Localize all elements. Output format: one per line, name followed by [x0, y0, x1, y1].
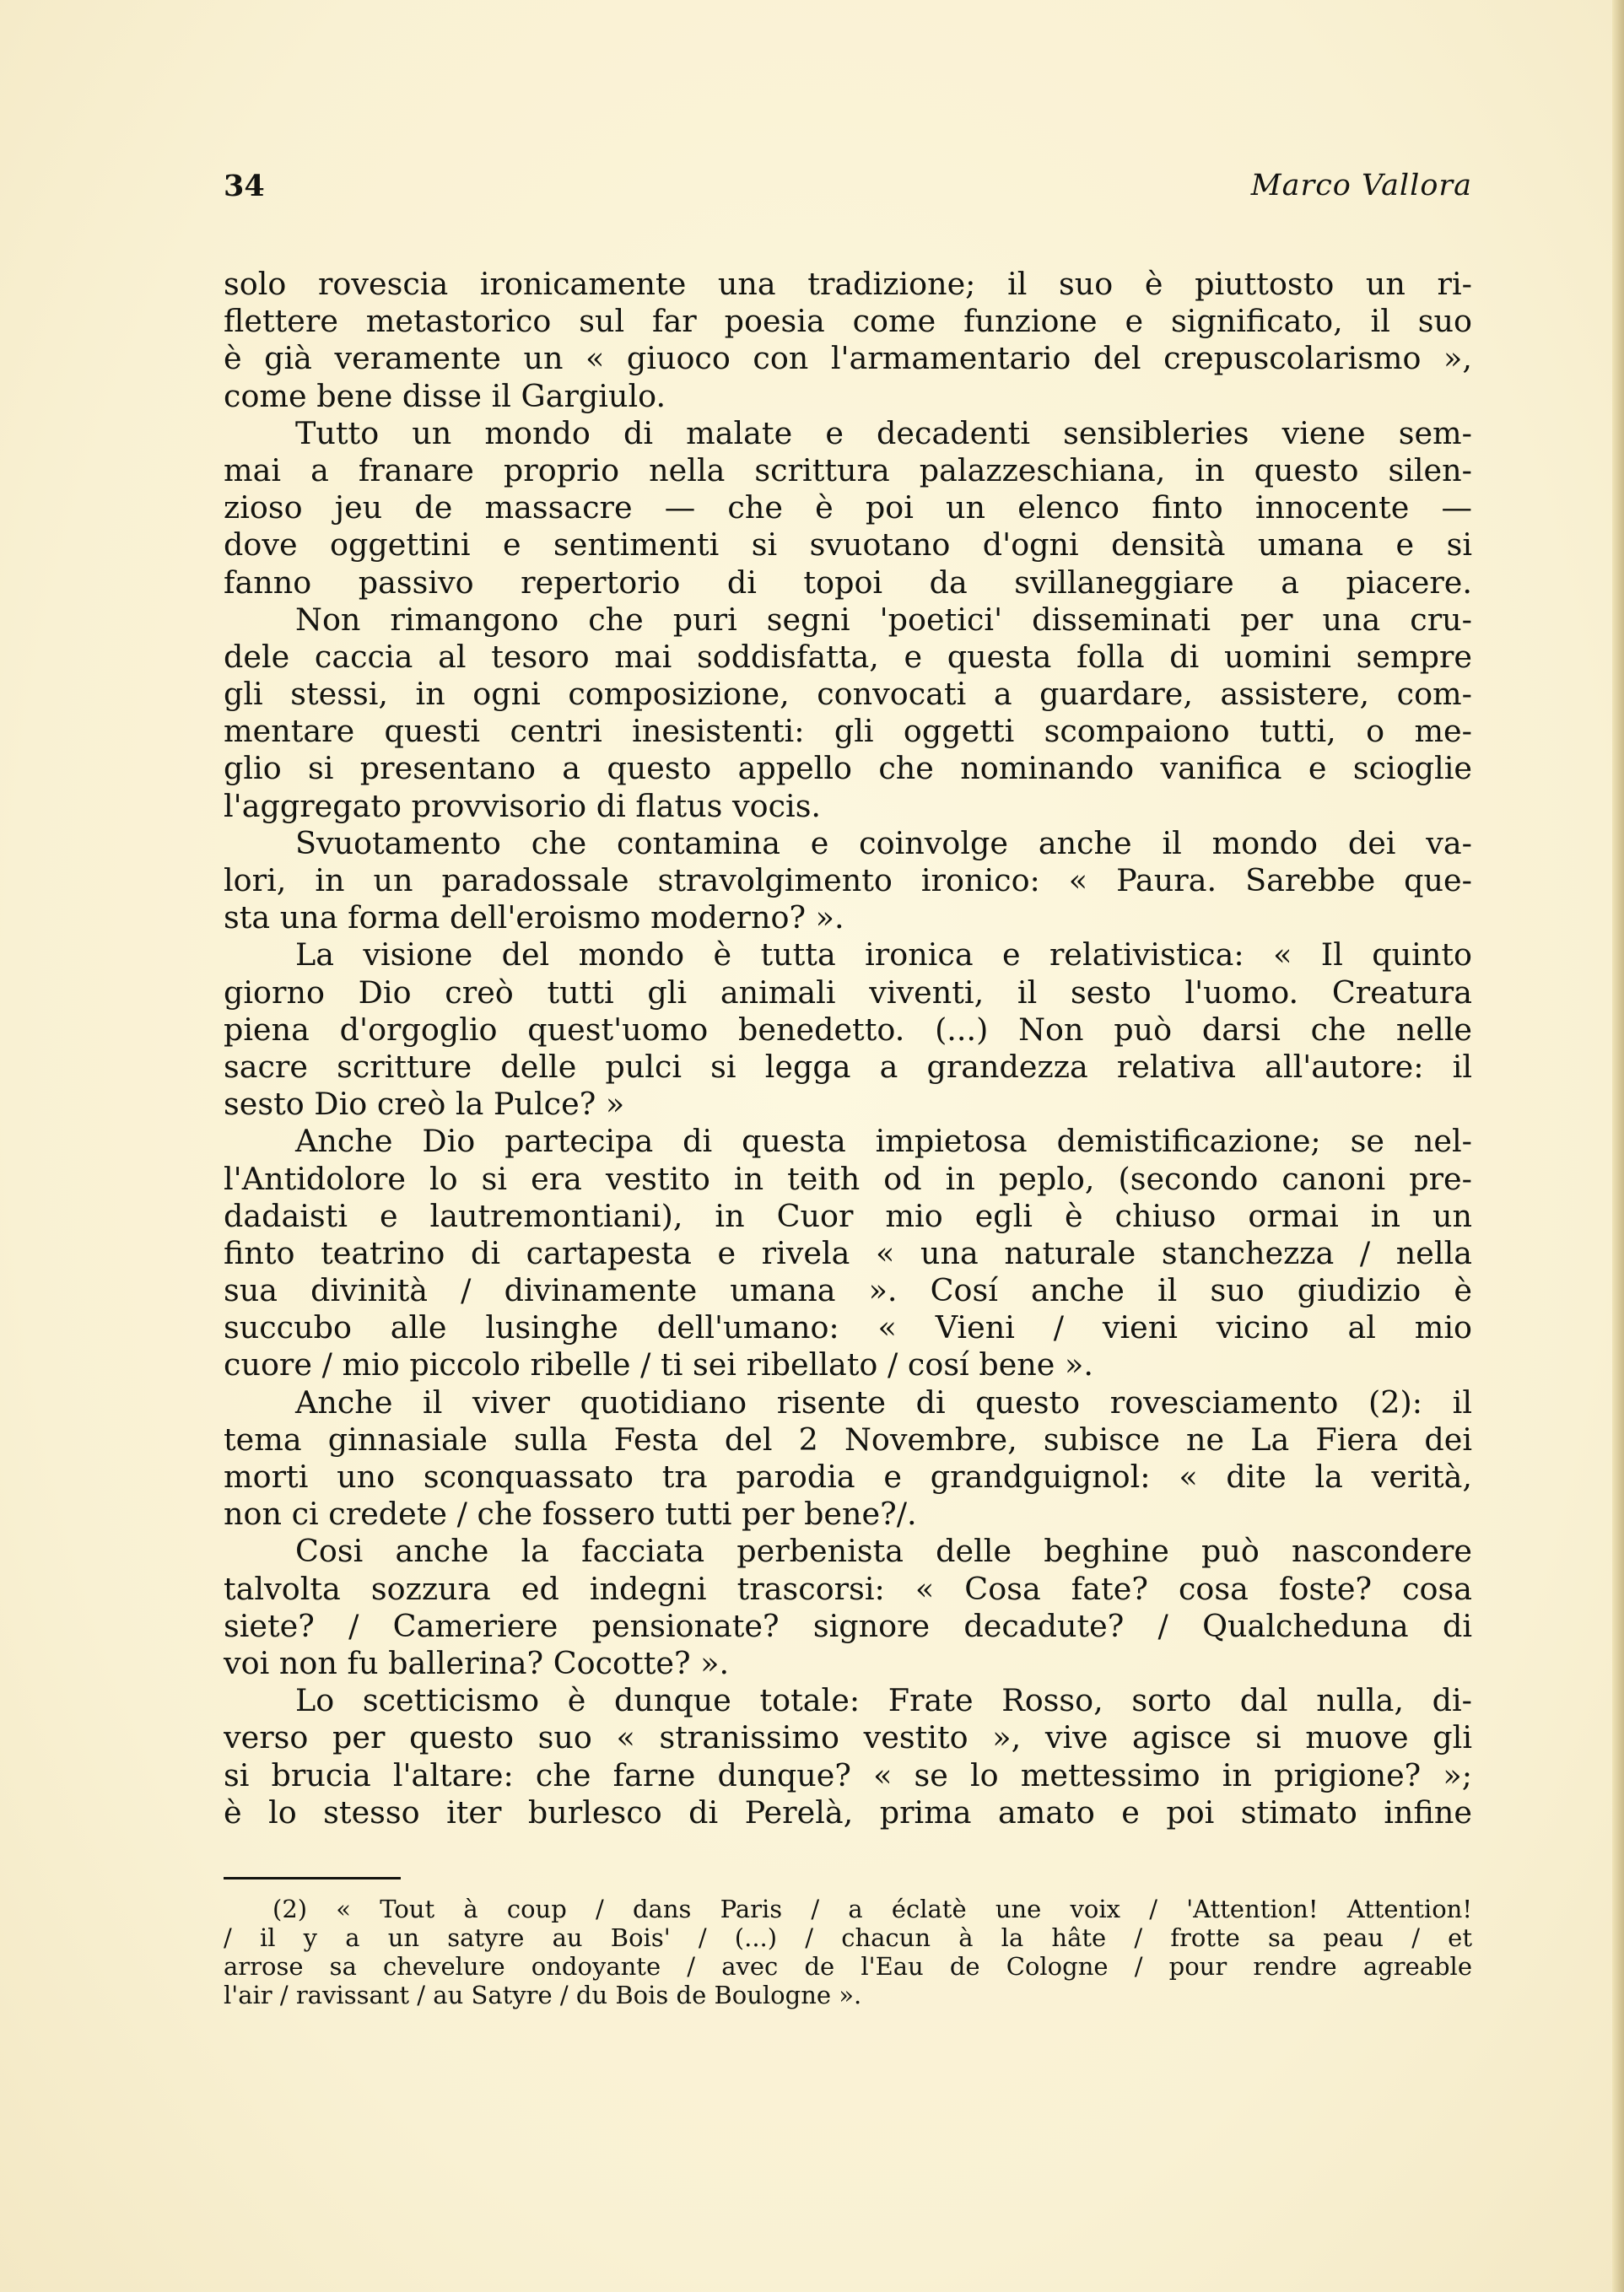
- body-line: sacre scritture delle pulci si legga a grandezza relativa all'autore: il: [224, 1048, 1472, 1085]
- body-line: l'aggregato provvisorio di flatus vocis.: [224, 787, 822, 824]
- body-line: come bene disse il Gargiulo.: [224, 377, 666, 414]
- body-line: mentare questi centri inesistenti: gli oggetti scompaiono tutti, o me-: [224, 713, 1472, 750]
- body-line: Lo scetticismo è dunque totale: Frate Rosso, sorto dal nulla, di-: [295, 1682, 1472, 1719]
- body-line: solo rovescia ironicamente una tradizione; il suo è piuttosto un ri-: [224, 266, 1472, 302]
- body-line: tema ginnasiale sulla Festa del 2 Novembre, subisce ne La Fiera dei: [224, 1421, 1472, 1458]
- page-header: [224, 169, 1472, 211]
- footnote-line: / il y a un satyre au Bois' / (...) / chacun à la hâte / frotte sa peau / et: [224, 1923, 1472, 1952]
- body-line: Anche Dio partecipa di questa impietosa demistificazione; se nel-: [295, 1123, 1472, 1160]
- footnote: [224, 1895, 1472, 2009]
- body-line: zioso jeu de massacre — che è poi un elenco finto innocente —: [224, 489, 1472, 526]
- body-line: mai a franare proprio nella scrittura palazzeschiana, in questo silen-: [224, 451, 1472, 488]
- body-line: Tutto un mondo di malate e decadenti sensibleries viene sem-: [295, 414, 1472, 451]
- body-line: La visione del mondo è tutta ironica e relativistica: « Il quinto: [295, 936, 1472, 973]
- body-line: sesto Dio creò la Pulce? »: [224, 1086, 625, 1123]
- body-line: talvolta sozzura ed indegni trascorsi: « Cosa fate? cosa foste? cosa: [224, 1570, 1472, 1607]
- body-line: verso per questo suo « stranissimo vestito », vive agisce si muove gli: [224, 1719, 1472, 1756]
- body-line: finto teatrino di cartapesta e rivela « una naturale stanchezza / nella: [224, 1234, 1472, 1271]
- body-line: sta una forma dell'eroismo moderno? ».: [224, 899, 844, 936]
- page-number: 34: [224, 169, 265, 203]
- body-line: siete? / Cameriere pensionate? signore decadute? / Qualcheduna di: [224, 1607, 1472, 1644]
- page-edge: [1612, 0, 1624, 2292]
- body-line: è lo stesso iter burlesco di Perelà, prima amato e poi stimato infine: [224, 1793, 1472, 1831]
- body-text: [224, 266, 1472, 1831]
- body-line: glio si presentano a questo appello che nominando vanifica e scioglie: [224, 750, 1472, 787]
- footnote-divider: [224, 1877, 401, 1879]
- body-line: dadaisti e lautremontiani), in Cuor mio egli è chiuso ormai in un: [224, 1197, 1472, 1234]
- body-line: giorno Dio creò tutti gli animali viventi, il sesto l'uomo. Creatura: [224, 973, 1472, 1011]
- body-line: sua divinità / divinamente umana ». Cosí anche il suo giudizio è: [224, 1272, 1472, 1309]
- body-line: l'Antidolore lo si era vestito in teith od in peplo, (secondo canoni pre-: [224, 1160, 1472, 1197]
- footnote-line: l'air / ravissant / au Satyre / du Bois de Boulogne ».: [224, 1981, 862, 2009]
- footnote-line: (2) « Tout à coup / dans Paris / a éclatè une voix / 'Attention! Attention!: [272, 1895, 1472, 1923]
- body-line: Svuotamento che contamina e coinvolge anche il mondo dei va-: [295, 824, 1472, 861]
- body-line: è già veramente un « giuoco con l'armamentario del crepuscolarismo »,: [224, 340, 1472, 377]
- body-line: piena d'orgoglio quest'uomo benedetto. (...) Non può darsi che nelle: [224, 1011, 1472, 1048]
- body-line: succubo alle lusinghe dell'umano: « Vieni / vieni vicino al mio: [224, 1309, 1472, 1346]
- body-line: lori, in un paradossale stravolgimento ironico: « Paura. Sarebbe que-: [224, 862, 1472, 898]
- body-line: dele caccia al tesoro mai soddisfatta, e questa folla di uomini sempre: [224, 638, 1472, 675]
- body-line: dove oggettini e sentimenti si svuotano d'ogni densità umana e si: [224, 526, 1472, 564]
- body-line: cuore / mio piccolo ribelle / ti sei ribellato / cosí bene ».: [224, 1346, 1093, 1383]
- body-line: flettere metastorico sul far poesia come funzione e significato, il suo: [224, 303, 1472, 340]
- body-line: si brucia l'altare: che farne dunque? « se lo mettessimo in prigione? »;: [224, 1756, 1472, 1793]
- body-line: gli stessi, in ogni composizione, convocati a guardare, assistere, com-: [224, 676, 1472, 713]
- body-line: voi non fu ballerina? Cocotte? ».: [224, 1644, 730, 1681]
- body-line: morti uno sconquassato tra parodia e grandguignol: « dite la verità,: [224, 1459, 1472, 1495]
- body-line: Cosi anche la facciata perbenista delle beghine può nascondere: [295, 1533, 1472, 1570]
- footnote-line: arrose sa chevelure ondoyante / avec de l'Eau de Cologne / pour rendre agreable: [224, 1952, 1472, 1981]
- body-line: non ci credete / che fossero tutti per bene?/.: [224, 1496, 917, 1533]
- running-head: Marco Vallora: [1250, 169, 1472, 202]
- body-line: Anche il viver quotidiano risente di questo rovesciamento (2): il: [295, 1383, 1472, 1421]
- body-line: fanno passivo repertorio di topoi da svillaneggiare a piacere.: [224, 564, 1472, 601]
- body-line: Non rimangono che puri segni 'poetici' disseminati per una cru-: [295, 601, 1472, 638]
